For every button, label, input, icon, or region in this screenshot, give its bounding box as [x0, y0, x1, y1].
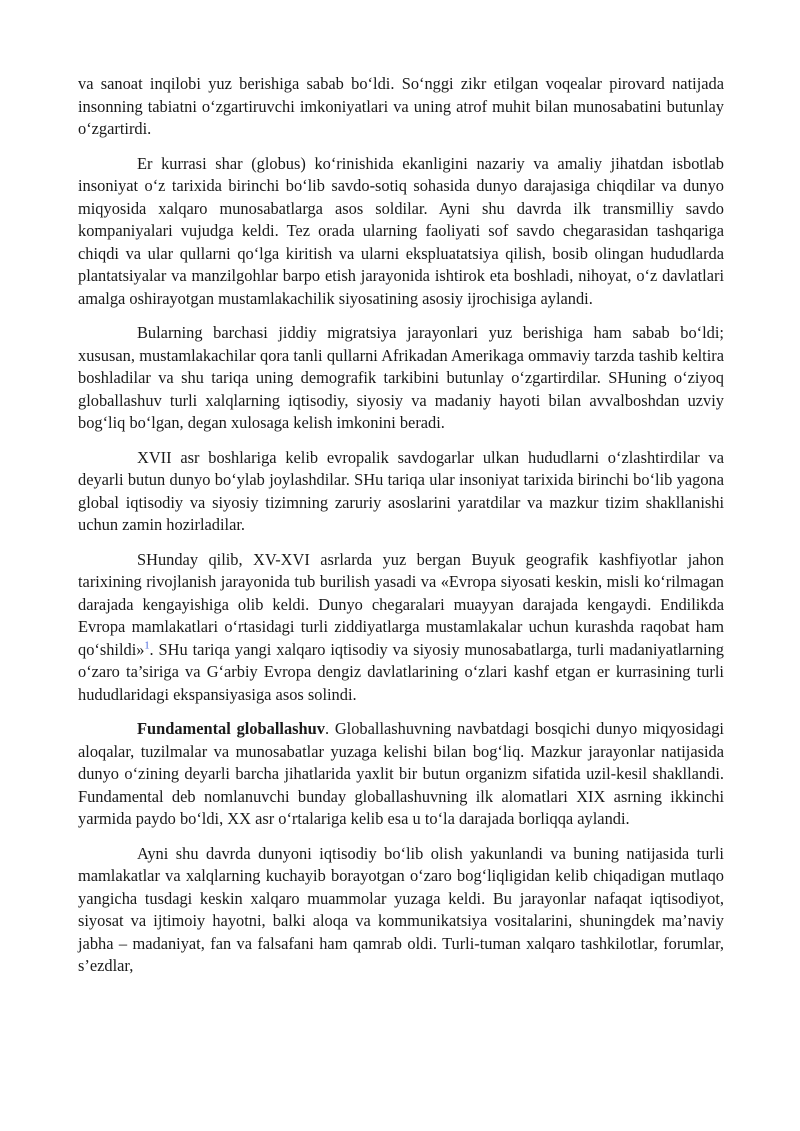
paragraph-economic-division: Ayni shu davrda dunyoni iqtisodiy bo‘lib olish yakunlandi va buning natijasida turli mamlakatlar va xalqlarning kuchayib borayotgan o‘zaro bog‘liqligidan kelib chiqadigan mutlaqo yangicha tusdagi keskin xalqaro muammolar yuzaga keldi. Bu jarayonlar nafaqat iqtisodiyot, siyosat va ijtimoiy hayotni, balki aloqa va kommunikatsiya vositalarini, shuningdek ma’naviy jabha – madaniyat, fan va falsafani ham qamrab oldi. Turli-tuman xalqaro tashkilotlar, forumlar, s’ezdlar,: [78, 843, 724, 975]
document-page: [78, 73, 724, 990]
paragraph-text-after-footnote: . SHu tariqa yangi xalqaro iqtisodiy va siyosiy munosabatlarga, turli madaniyatlarning o‘zaro ta’siriga va G‘arbiy Evropa dengiz davlatlarining o‘zlari kashf etgan er kurrasining turli hududlaridagi ekspansiyasiga asos solindi.: [78, 639, 724, 704]
paragraph-body-text: . Globallashuvning navbatdagi bosqichi dunyo miqyosidagi aloqalar, tuzilmalar va munosabatlar yuzaga kelishi bilan bog‘liq. Mazkur jarayonlar natijasida dunyo o‘zining deyarli barcha jihatlarida yaxlit bir butun organizm sifatida uzil-kesil shakllandi. Fundamental deb nomlanuvchi bunday globallashuvning ilk alomatlari XIX asrning ikkinchi yarmida paydo bo‘ldi, XX asr o‘rtalariga kelib esa u to‘la darajada borliqqa aylandi.: [78, 719, 724, 828]
paragraph-text-before-footnote: SHunday qilib, XV-XVI asrlarda yuz bergan Buyuk geografik kashfiyotlar jahon tarixining rivojlanish jarayonida tub burilish yasadi va «Evropa siyosati keskin, misli ko‘rilmagan darajada kengayishiga olib keldi. Dunyo chegaralari muayyan darajada kengaydi. Endilikda Evropa mamlakatlari o‘rtasidagi turli ziddiyatlarga mustamlakalar uchun kurashda raqobat ham qo‘shildi»: [78, 549, 724, 659]
paragraph-migration: Bularning barchasi jiddiy migratsiya jarayonlari yuz berishiga ham sabab bo‘ldi; xususan, mustamlakachilar qora tanli qullarni Afrikadan Amerikaga ommaviy tarzda tashib keltira boshladilar va shu tariqa uning demografik tarkibini butunlay o‘zgartirdilar. SHuning o‘ziyoq globallashuv turli xalqlarning iqtisodiy, siyosiy va madaniy hayoti bilan avvalboshdan uzviy bog‘liq bo‘lgan, degan xulosaga kelish imkonini beradi.: [78, 323, 724, 432]
paragraph-fundamental-globalization: [78, 718, 724, 831]
footnote-reference[interactable]: 1: [144, 640, 150, 652]
paragraph-geographic-discoveries: [78, 549, 724, 707]
paragraph-continuation: va sanoat inqilobi yuz berishiga sabab bo‘ldi. So‘nggi zikr etilgan voqealar pirovard natijada insonning tabiatni o‘zgartiruvchi imkoniyatlari va uning atrof muhit bilan munosabatini butunlay o‘zgartirdi.: [78, 74, 724, 138]
paragraph-xvii-century: XVII asr boshlariga kelib evropalik savdogarlar ulkan hududlarni o‘zlashtirdilar va deyarli butun dunyo bo‘ylab joylashdilar. SHu tariqa ular insoniyat tarixida birinchi bo‘lib yagona global iqtisodiy va siyosiy tizimning zaruriy asoslarini yaratdilar va mazkur tizim shakllanishi uchun zamin hozirladilar.: [78, 447, 724, 534]
section-term-heading: Fundamental globallashuv: [137, 719, 325, 738]
paragraph-globe-trade: Er kurrasi shar (globus) ko‘rinishida ekanligini nazariy va amaliy jihatdan isbotlab insoniyat o‘z tarixida birinchi bo‘lib savdo-sotiq sohasida dunyo darajasiga chiqdilar va dunyo miqyosida xalqaro munosabatlarga asos soldilar. Ayni shu davrda ilk transmilliy savdo kompaniyalari vujudga keldi. Tez orada ularning faoliyati sof savdo chegarasidan tashqariga chiqdi va ular qullarni qo‘lga kiritish va ularni ekspluatatsiya qilish, bosib olingan hududlarda plantatsiyalar va manzilgohlar barpo etish jarayonida ishtirok eta boshladi, nihoyat, o‘z davlatlari amalga oshirayotgan mustamlakachilik siyosatining asosiy ijrochisiga aylandi.: [78, 153, 724, 308]
